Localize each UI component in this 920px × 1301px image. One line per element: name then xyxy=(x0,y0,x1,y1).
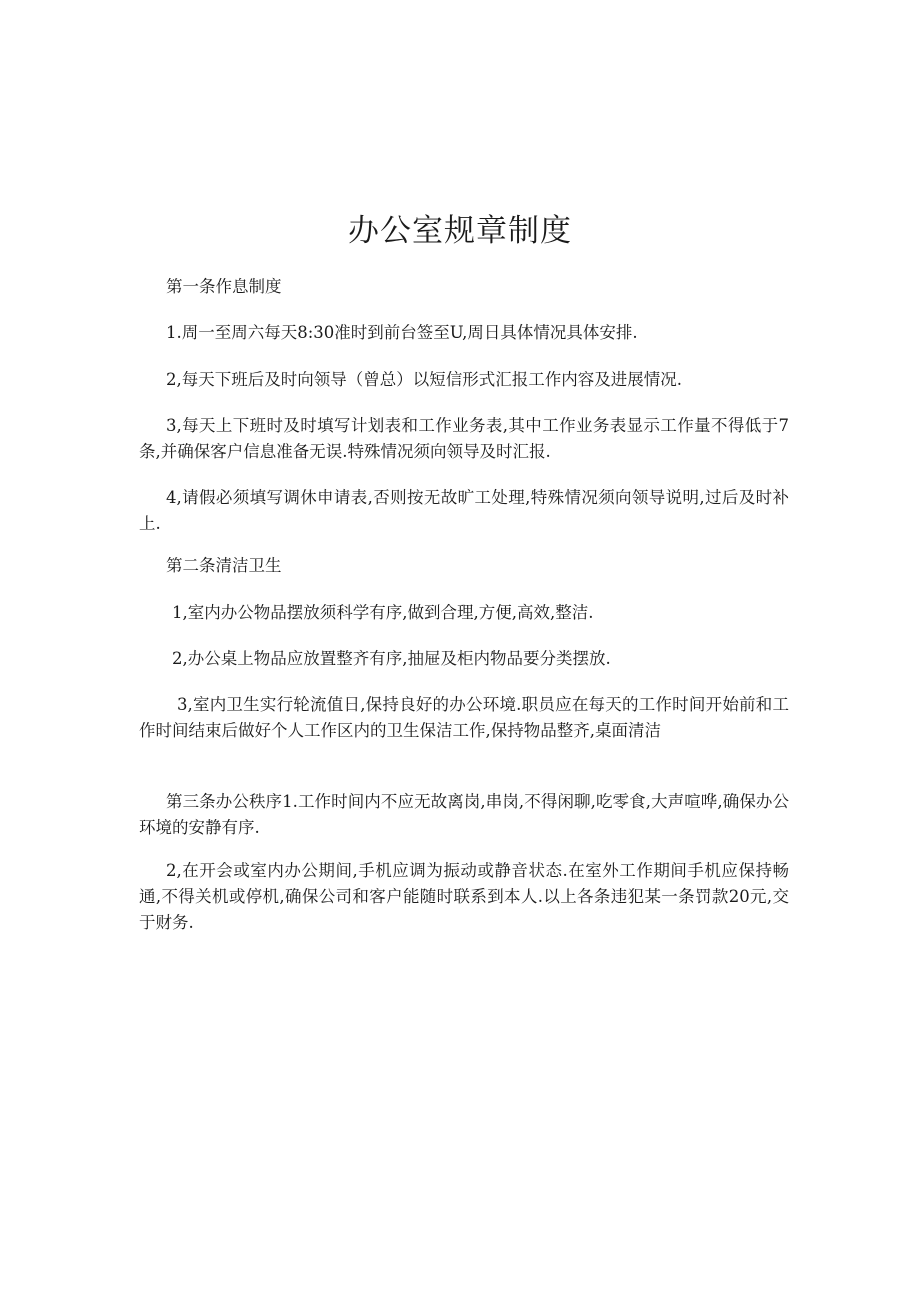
document-title: 办公室规章制度 xyxy=(348,213,572,249)
rule-paragraph: 4,请假必须填写调休申请表,否则按无故旷工处理,特殊情况须向领导说明,过后及时补上. xyxy=(139,488,789,533)
rule-paragraph: 2,在开会或室内办公期间,手机应调为振动或静音状态.在室外工作期间手机应保持畅通,不得关机或停机,确保公司和客户能随时联系到本人.以上各条违犯某一条罚款20元,交于财务. xyxy=(139,861,789,932)
section-heading-office-order: 第三条办公秩序1.工作时间内不应无故离岗,串岗,不得闲聊,吃零食,大声喧哗,确保办公环境的安静有序. xyxy=(139,792,789,837)
rule-paragraph: 2,办公桌上物品应放置整齐有序,抽屉及柜内物品要分类摆放. xyxy=(172,649,611,668)
rule-paragraph: 3,每天上下班时及时填写计划表和工作业务表,其中工作业务表显示工作量不得低于7条,并确保客户信息准备无误.特殊情况须向领导及时汇报. xyxy=(139,416,789,461)
rule-paragraph: 1.周一至周六每天8:30准时到前台签至U,周日具体情况具体安排. xyxy=(166,323,638,342)
section-heading-rest-schedule: 第一条作息制度 xyxy=(166,277,282,296)
rule-paragraph: 1,室内办公物品摆放须科学有序,做到合理,方便,高效,整洁. xyxy=(172,603,594,622)
rule-paragraph: 3,室内卫生实行轮流值日,保持良好的办公环境.职员应在每天的工作时间开始前和工作时间结束后做好个人工作区内的卫生保洁工作,保持物品整齐,桌面清洁 xyxy=(139,695,789,740)
section-heading-cleaning: 第二条清洁卫生 xyxy=(166,556,282,575)
rule-paragraph: 2,每天下班后及时向领导（曾总）以短信形式汇报工作内容及进展情况. xyxy=(166,370,682,389)
